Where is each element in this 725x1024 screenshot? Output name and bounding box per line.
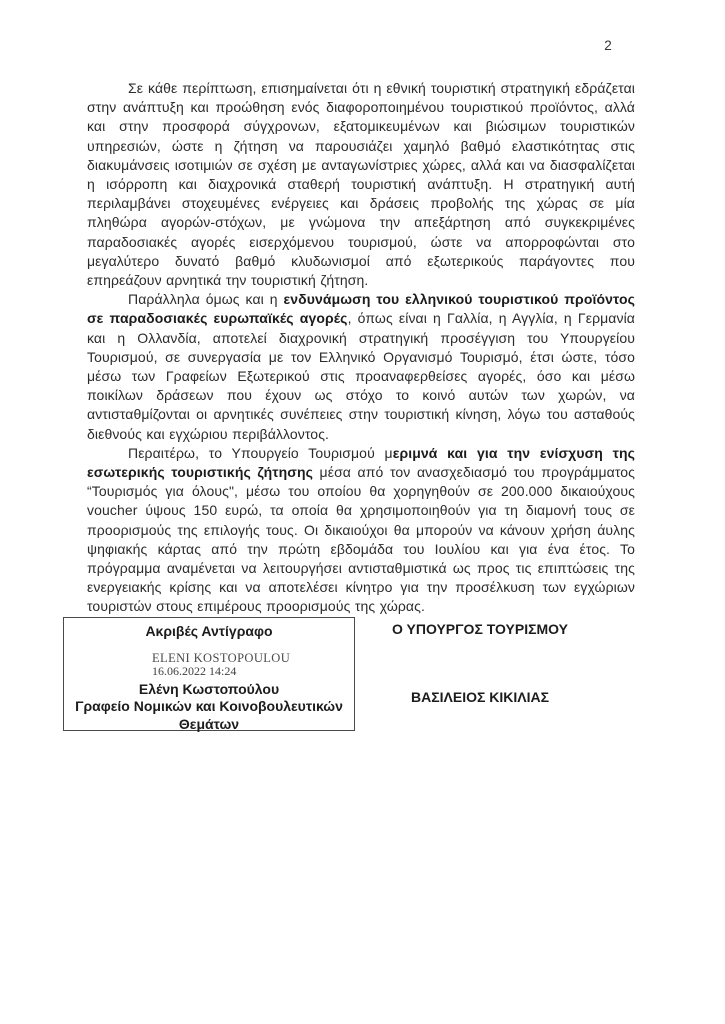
signer-name: Ελένη Κωστοπούλου	[138, 681, 280, 697]
minister-title: Ο ΥΠΟΥΡΓΟΣ ΤΟΥΡΙΣΜΟΥ	[391, 621, 568, 637]
paragraph	[87, 79, 635, 290]
text-segment: εριμνά και για την ενίσχυση της εσωτερικής τουριστικής ζήτησης	[87, 444, 635, 481]
text-segment: Περαιτέρω, το Υπουργείο Τουρισμού μ	[128, 444, 393, 461]
minister-signature-block	[385, 620, 575, 707]
digital-signature-datetime: 16.06.2022 14:24	[152, 664, 237, 678]
paragraph	[87, 290, 635, 444]
page-number: 2	[604, 38, 612, 53]
document-body	[87, 79, 635, 617]
paragraph	[87, 444, 635, 617]
signer-office: Γραφείο Νομικών και Κοινοβουλευτικών Θεμάτων	[75, 698, 343, 732]
text-segment: ενδυνάμωση του ελληνικού τουριστικού προϊόντος σε παραδοσιακές ευρωπαϊκές αγορές	[87, 291, 635, 327]
minister-name: ΒΑΣΙΛΕΙΟΣ ΚΙΚΙΛΙΑΣ	[411, 689, 549, 705]
digital-signature-name: ELENI KOSTOPOULOU	[152, 651, 291, 665]
text-segment: , όπως είναι η Γαλλία, η Αγγλία, η Γερμανία και η Ολλανδία, αποτελεί διαχρονική στρατηγική προσέγγιση του Υπουργείου Τουρισμού, σε συνεργασία με τον Ελληνικό Οργανισμό Τουρισμό, έτσι ώστε, τόσο μέσω των Γραφείων Εξωτερικού στις προαναφερθείσες αγορές, όσο και μέσω ποικίλων δράσεων που έχουν ως στόχο το κοινό αυτών των χωρών, να αντισταθμίζονται οι αρνητικές συνέπειες στην τουριστική κίνηση, λόγω του ασταθούς διεθνούς και εγχώριου περιβάλλοντος.	[87, 310, 635, 442]
signature-section	[0, 617, 725, 777]
digital-signature-stamp	[152, 652, 354, 678]
text-segment: μέσα από τον ανασχεδιασμό του προγράμματος “Τουρισμός για όλους", μέσω του οποίου θα χορηγηθούν σε 200.000 δικαιούχους voucher ύψους 150 ευρώ, τα οποία θα χρησιμοποιηθούν για τη διαμονή τους σε προορισμούς της επιλογής τους. Οι δικαιούχοι θα μπορούν να κάνουν χρήση άυλης ψηφιακής κάρτας από την πρώτη εβδομάδα του Ιουλίου και για ένα έτος. Το πρόγραμμα αναμένεται να λειτουργήσει αντισταθμιστικά ως προς τις επιπτώσεις της ενεργειακής κρίσης και να αποτελέσει κίνητρο για την προσέλκυση των εγχώριων τουριστών στους επιμέρους προορισμούς της χώρας.	[87, 464, 635, 615]
text-segment: Σε κάθε περίπτωση, επισημαίνεται ότι η εθνική τουριστική στρατηγική εδράζεται στην ανάπτυξη και προώθηση ενός διαφοροποιημένου τουριστικού προϊόντος, αλλά και στην προσφορά σύγχρονων, εξατομικευμένων και βιώσιμων τουριστικών υπηρεσιών, ώστε η ζήτηση να παρουσιάζει χαμηλό βαθμό ελαστικότητας στις διακυμάνσεις ισοτιμιών σε σχέση με ανταγωνίστριες χώρες, αλλά και να διασφαλίζεται η ισόρροπη και διαχρονικά σταθερή τουριστική ανάπτυξη. Η στρατηγική αυτή περιλαμβάνει στοχευμένες ενέργειες και δράσεις προβολής της χώρας σε μία πληθώρα αγορών-στόχων, με γνώμονα την απεξάρτηση από συγκεκριμένες παραδοσιακές αγορές εισερχόμενου τουρισμού, ώστε να απορροφώνται στο μεγαλύτερο δυνατό βαθμό κλυδωνισμοί από εξωτερικούς παράγοντες που επηρεάζουν αρνητικά την τουριστική ζήτηση.	[87, 80, 635, 289]
certified-copy-title: Ακριβές Αντίγραφο	[145, 623, 273, 639]
certified-copy-box	[63, 617, 355, 731]
text-segment: Παράλληλα όμως και η	[128, 291, 284, 308]
